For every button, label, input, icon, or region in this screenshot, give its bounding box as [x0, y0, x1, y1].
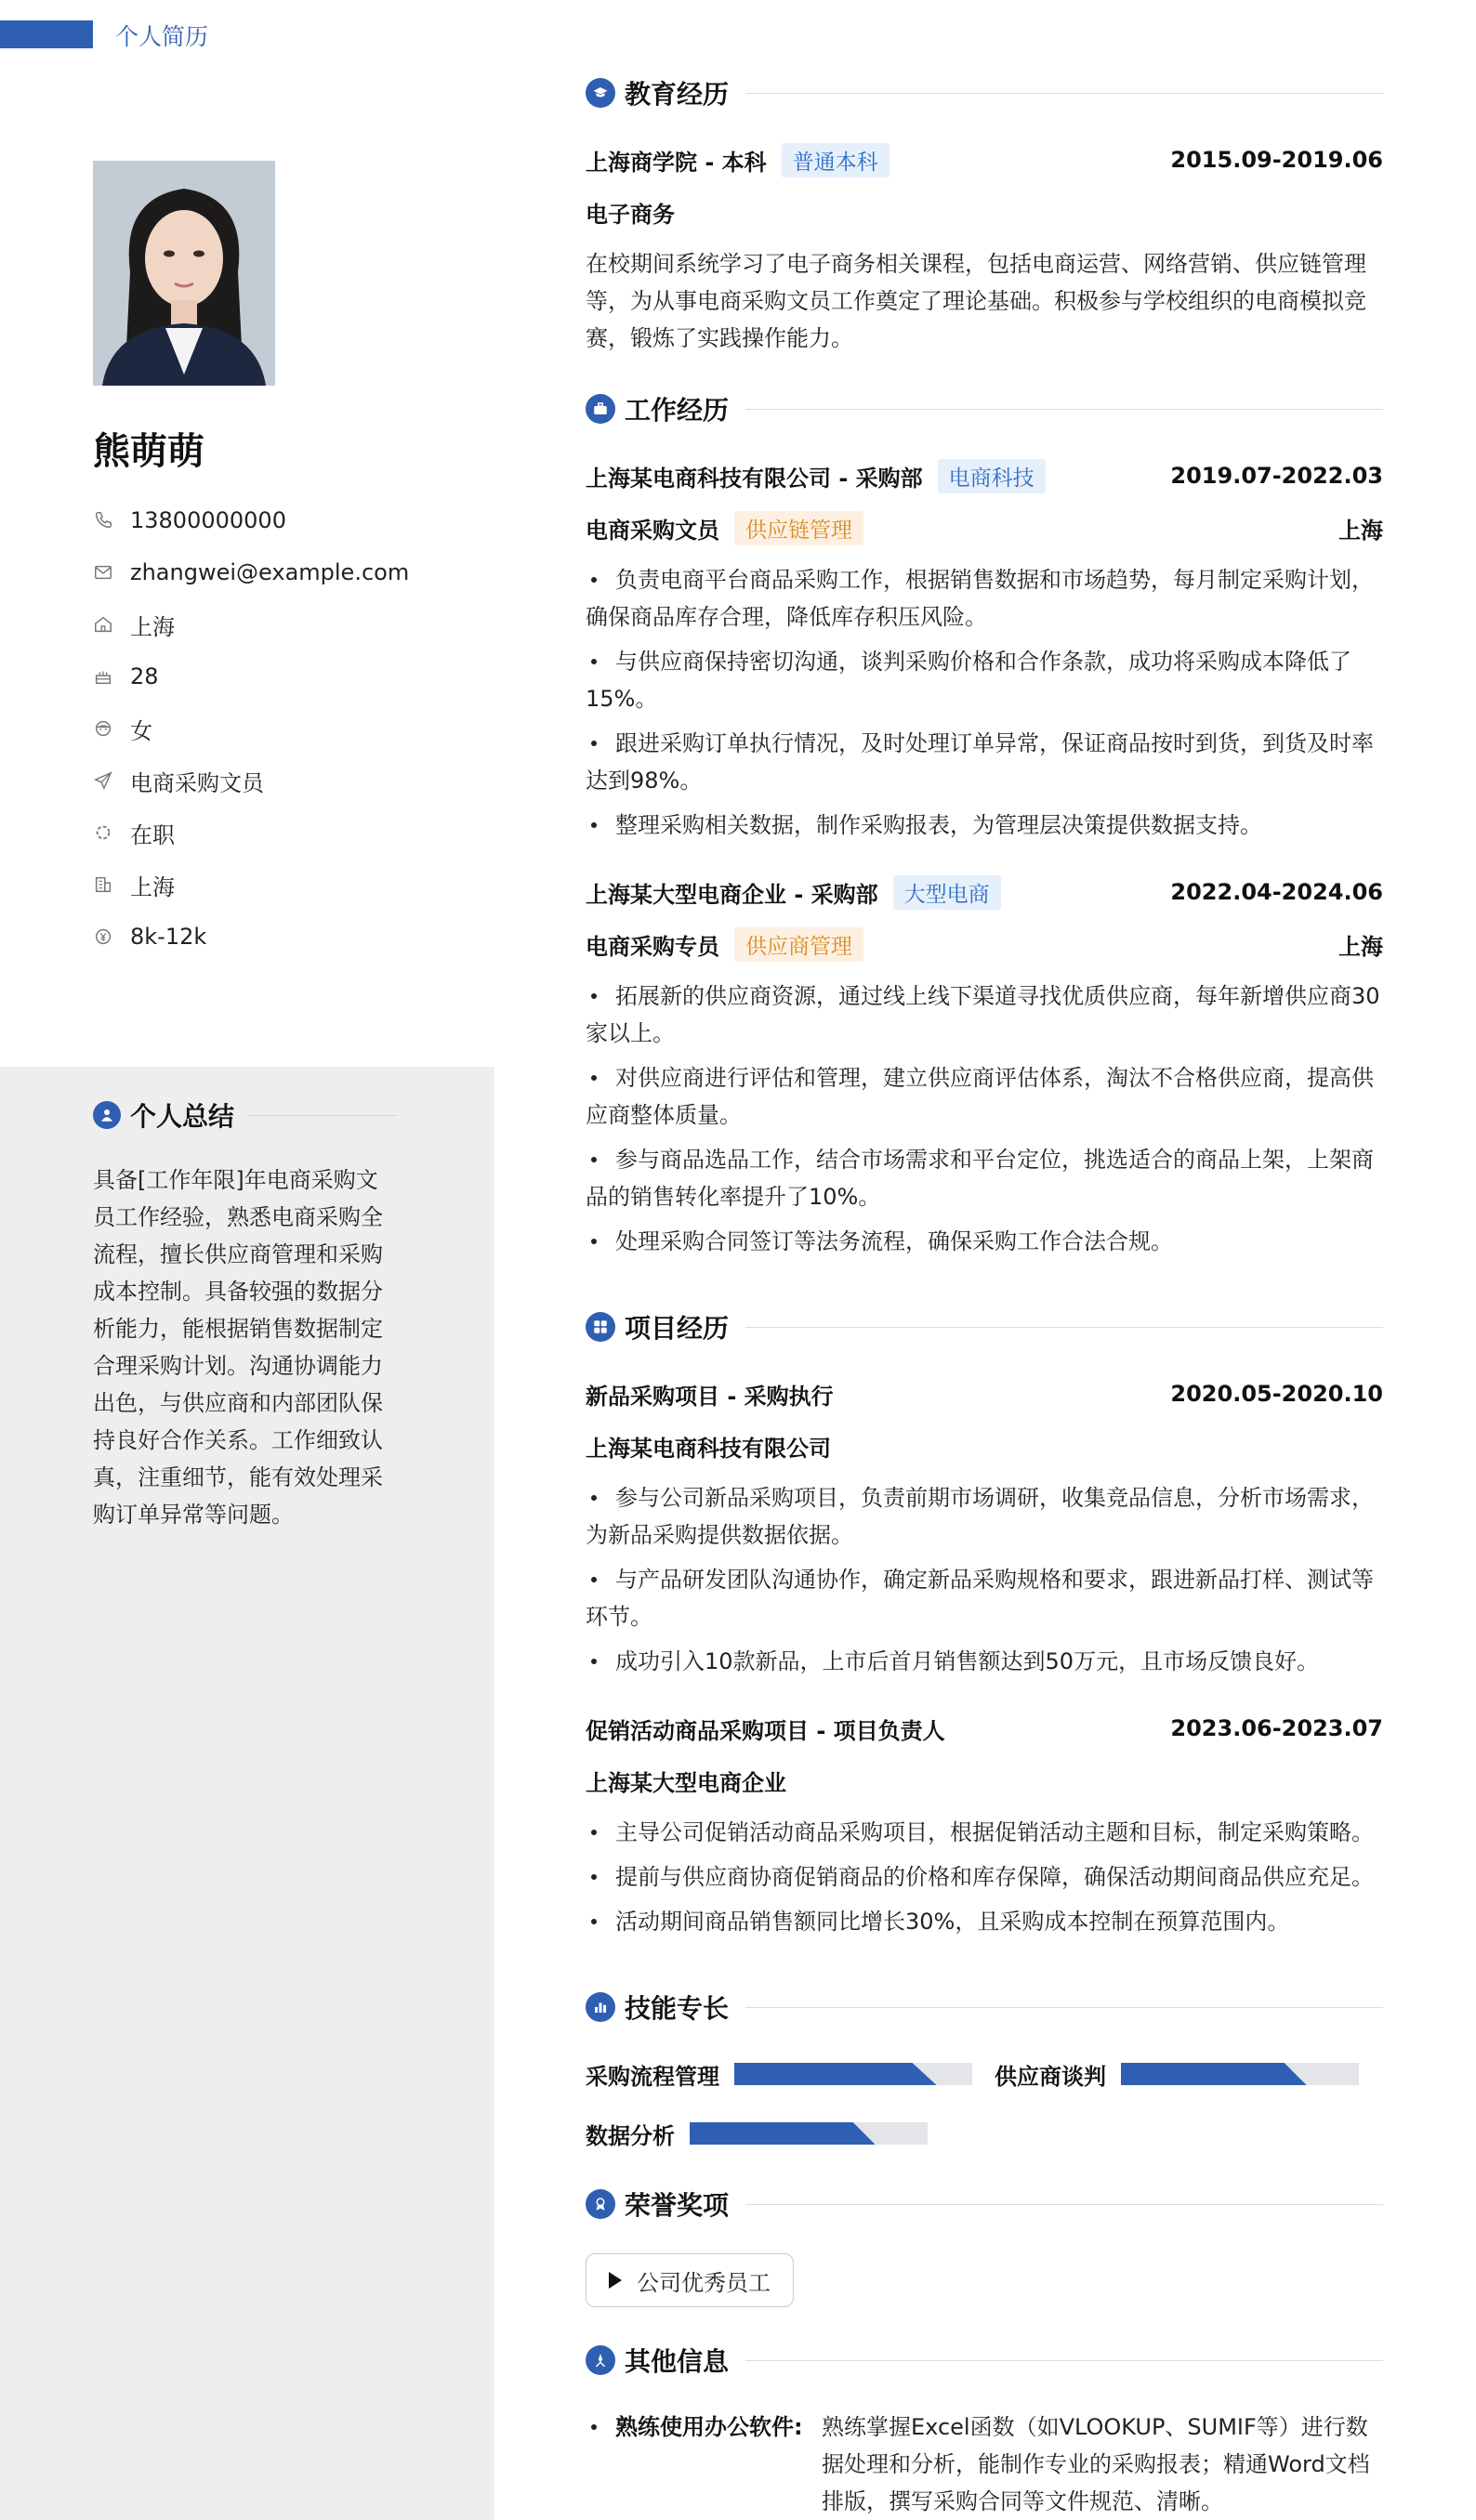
- skill-item: [995, 2055, 1359, 2093]
- project-2-org: 上海某大型电商企业: [586, 1769, 786, 1796]
- contact-age: [93, 650, 483, 702]
- education-major: 电子商务: [586, 201, 675, 228]
- contact-phone-text: 13800000000: [130, 507, 286, 533]
- list-item: 负责电商平台商品采购工作，根据销售数据和市场趋势，每月制定采购计划，确保商品库存合理，降低库存积压风险。: [586, 561, 1383, 636]
- other-item: [586, 2408, 1383, 2520]
- job-1-company: 上海某电商科技有限公司 - 采购部: [586, 465, 923, 492]
- job-1-tag: 电商科技: [938, 459, 1046, 493]
- list-item: 主导公司促销活动商品采购项目，根据促销活动主题和目标，制定采购策略。: [586, 1814, 1383, 1851]
- other-item-value: 熟练掌握Excel函数（如VLOOKUP、SUMIF等）进行数据处理和分析，能制作专业的采购报表；精通Word文档排版，撰写采购合同等文件规范、清晰。: [822, 2414, 1370, 2514]
- education-major-row: [586, 193, 1383, 230]
- list-item: 与供应商保持密切沟通，谈判采购价格和合作条款，成功将采购成本降低了15%。: [586, 643, 1383, 717]
- job-1-date: 2019.07-2022.03: [1170, 463, 1383, 489]
- job-2-company: 上海某大型电商企业 - 采购部: [586, 881, 878, 908]
- job-2-date: 2022.04-2024.06: [1170, 879, 1383, 905]
- section-divider: [745, 2007, 1383, 2008]
- graduation-cap-icon: [586, 78, 615, 108]
- work-title: 工作经历: [625, 395, 730, 426]
- building-icon: [93, 874, 113, 895]
- skill-item: [586, 2115, 928, 2152]
- contact-list: [93, 494, 483, 963]
- job-2-role-row: [586, 925, 1383, 963]
- job-2-header: [586, 873, 1383, 911]
- contact-email-text: zhangwei@example.com: [130, 559, 410, 585]
- list-item: 对供应商进行评估和管理，建立供应商评估体系，淘汰不合格供应商，提高供应商整体质量。: [586, 1059, 1383, 1134]
- profile-photo: [93, 161, 275, 386]
- project-2-date: 2023.06-2023.07: [1170, 1715, 1383, 1741]
- project-2-bullets: [586, 1814, 1383, 1948]
- other-item-key: 熟练使用办公软件:: [615, 2414, 803, 2440]
- contact-work-city-text: 上海: [130, 873, 175, 900]
- summary-text: 具备[工作年限]年电商采购文员工作经验，熟悉电商采购全流程，擅长供应商管理和采购成本控制。具备较强的数据分析能力，能根据销售数据制定合理采购计划。沟通协调能力出色，与供应商和内部团队保持良好合作关系。工作细致认真，注重细节，能有效处理采购订单异常等问题。: [93, 1167, 383, 1528]
- contact-age-text: 28: [130, 663, 159, 689]
- contact-gender-text: 女: [130, 717, 152, 744]
- list-item: 拓展新的供应商资源，通过线上线下渠道寻找优质供应商，每年新增供应商30家以上。: [586, 978, 1383, 1052]
- skill-bar-fill: [690, 2122, 876, 2145]
- section-divider: [745, 2204, 1383, 2205]
- education-title: 教育经历: [625, 79, 730, 110]
- list-item: 参与商品选品工作，结合市场需求和平台定位，挑选适合的商品上架，上架商品的销售转化率提升了10%。: [586, 1141, 1383, 1215]
- bar-chart-icon: [586, 1992, 615, 2022]
- skill-bar: [734, 2063, 972, 2085]
- job-1-role: 电商采购文员: [586, 517, 719, 544]
- section-divider: [745, 93, 1383, 94]
- job-2-bullets: [586, 978, 1383, 1267]
- job-1-role-row: [586, 509, 1383, 546]
- awards-title: 荣誉奖项: [625, 2190, 730, 2221]
- project-1-header: [586, 1375, 1383, 1412]
- contact-salary: [93, 911, 483, 963]
- list-item: 提前与供应商协商促销商品的价格和库存保障，确保活动期间商品供应充足。: [586, 1858, 1383, 1896]
- education-school: 上海商学院 - 本科: [586, 149, 767, 176]
- other-section-header: [586, 2342, 1383, 2379]
- contact-work-city: [93, 859, 483, 911]
- summary-section-header: [93, 1096, 398, 1134]
- job-2-city: 上海: [1338, 933, 1383, 960]
- summary-title: 个人总结: [130, 1101, 235, 1132]
- skills-title: 技能专长: [625, 1993, 730, 2024]
- project-1-name: 新品采购项目 - 采购执行: [586, 1383, 834, 1410]
- job-2-role-tag: 供应商管理: [734, 927, 863, 962]
- contact-status-text: 在职: [130, 821, 175, 848]
- contact-status: [93, 807, 483, 859]
- skill-bar-fill: [1121, 2063, 1307, 2085]
- work-section-header: [586, 390, 1383, 427]
- skill-bar-fill: [734, 2063, 937, 2085]
- contact-location-text: 上海: [130, 613, 175, 640]
- header-accent-bar: [0, 20, 93, 48]
- award-chip[interactable]: [586, 2253, 794, 2307]
- bullet-dot: [586, 2408, 615, 2520]
- skill-name: 供应商谈判: [995, 2063, 1106, 2090]
- section-divider: [745, 2360, 1383, 2361]
- status-icon: [93, 822, 113, 843]
- send-icon: [93, 770, 113, 791]
- skill-bar: [1121, 2063, 1359, 2085]
- skills-section-header: [586, 1988, 1383, 2026]
- list-item: 参与公司新品采购项目，负责前期市场调研，收集竞品信息，分析市场需求，为新品采购提供数据依据。: [586, 1479, 1383, 1554]
- project-2-header: [586, 1710, 1383, 1747]
- contact-location: [93, 598, 483, 650]
- pen-icon: [586, 2345, 615, 2375]
- job-2-tag: 大型电商: [893, 875, 1001, 910]
- contact-phone: [93, 494, 483, 546]
- contact-gender: [93, 702, 483, 755]
- list-item: 处理采购合同签订等法务流程，确保采购工作合法合规。: [586, 1223, 1383, 1260]
- briefcase-icon: [586, 394, 615, 424]
- play-icon: [609, 2272, 622, 2289]
- yuan-icon: [93, 926, 113, 947]
- candidate-name: 熊萌萌: [93, 430, 204, 473]
- skill-item: [586, 2055, 972, 2093]
- section-divider: [745, 1327, 1383, 1328]
- award-label: 公司优秀员工: [637, 2269, 771, 2296]
- grid-icon: [586, 1312, 615, 1342]
- awards-section-header: [586, 2185, 1383, 2223]
- job-1-bullets: [586, 561, 1383, 851]
- job-1-role-tag: 供应链管理: [734, 511, 863, 545]
- project-1-org: 上海某电商科技有限公司: [586, 1435, 831, 1462]
- list-item: 与产品研发团队沟通协作，确定新品采购规格和要求，跟进新品打样、测试等环节。: [586, 1561, 1383, 1635]
- list-item: 活动期间商品销售额同比增长30%，且采购成本控制在预算范围内。: [586, 1903, 1383, 1940]
- skill-bar: [690, 2122, 928, 2145]
- project-1-org-row: [586, 1427, 1383, 1464]
- mail-icon: [93, 562, 113, 583]
- list-item: 跟进采购订单执行情况，及时处理订单异常，保证商品按时到货，到货及时率达到98%。: [586, 725, 1383, 799]
- contact-email: [93, 546, 483, 598]
- project-2-name: 促销活动商品采购项目 - 项目负责人: [586, 1717, 945, 1744]
- job-1-header: [586, 457, 1383, 494]
- project-2-org-row: [586, 1762, 1383, 1799]
- cake-icon: [93, 666, 113, 687]
- contact-job-target: [93, 755, 483, 807]
- face-icon: [93, 718, 113, 739]
- job-2-role: 电商采购专员: [586, 933, 719, 960]
- section-divider: [247, 1115, 398, 1116]
- projects-title: 项目经历: [625, 1313, 730, 1344]
- education-description: 在校期间系统学习了电子商务相关课程，包括电商运营、网络营销、供应链管理等，为从事电商采购文员工作奠定了理论基础。积极参与学校组织的电商模拟竞赛，锻炼了实践操作能力。: [586, 251, 1366, 351]
- project-1-bullets: [586, 1479, 1383, 1687]
- education-tag: 普通本科: [782, 143, 890, 177]
- resume-header-label: 个人简历: [115, 23, 209, 50]
- medal-icon: [586, 2189, 615, 2219]
- education-school-row: [586, 141, 1383, 178]
- education-section-header: [586, 74, 1383, 112]
- home-icon: [93, 614, 113, 635]
- portrait-image: [93, 161, 275, 386]
- contact-job-target-text: 电商采购文员: [130, 769, 264, 796]
- section-divider: [745, 409, 1383, 410]
- contact-salary-text: 8k-12k: [130, 924, 207, 950]
- phone-icon: [93, 510, 113, 531]
- job-1-city: 上海: [1338, 517, 1383, 544]
- user-icon: [93, 1101, 121, 1129]
- education-date: 2015.09-2019.06: [1170, 147, 1383, 173]
- list-item: 整理采购相关数据，制作采购报表，为管理层决策提供数据支持。: [586, 807, 1383, 844]
- other-title: 其他信息: [625, 2346, 730, 2377]
- skill-name: 数据分析: [586, 2122, 675, 2149]
- list-item: 成功引入10款新品，上市后首月销售额达到50万元，且市场反馈良好。: [586, 1643, 1383, 1680]
- projects-section-header: [586, 1308, 1383, 1345]
- project-1-date: 2020.05-2020.10: [1170, 1381, 1383, 1407]
- skill-name: 采购流程管理: [586, 2063, 719, 2090]
